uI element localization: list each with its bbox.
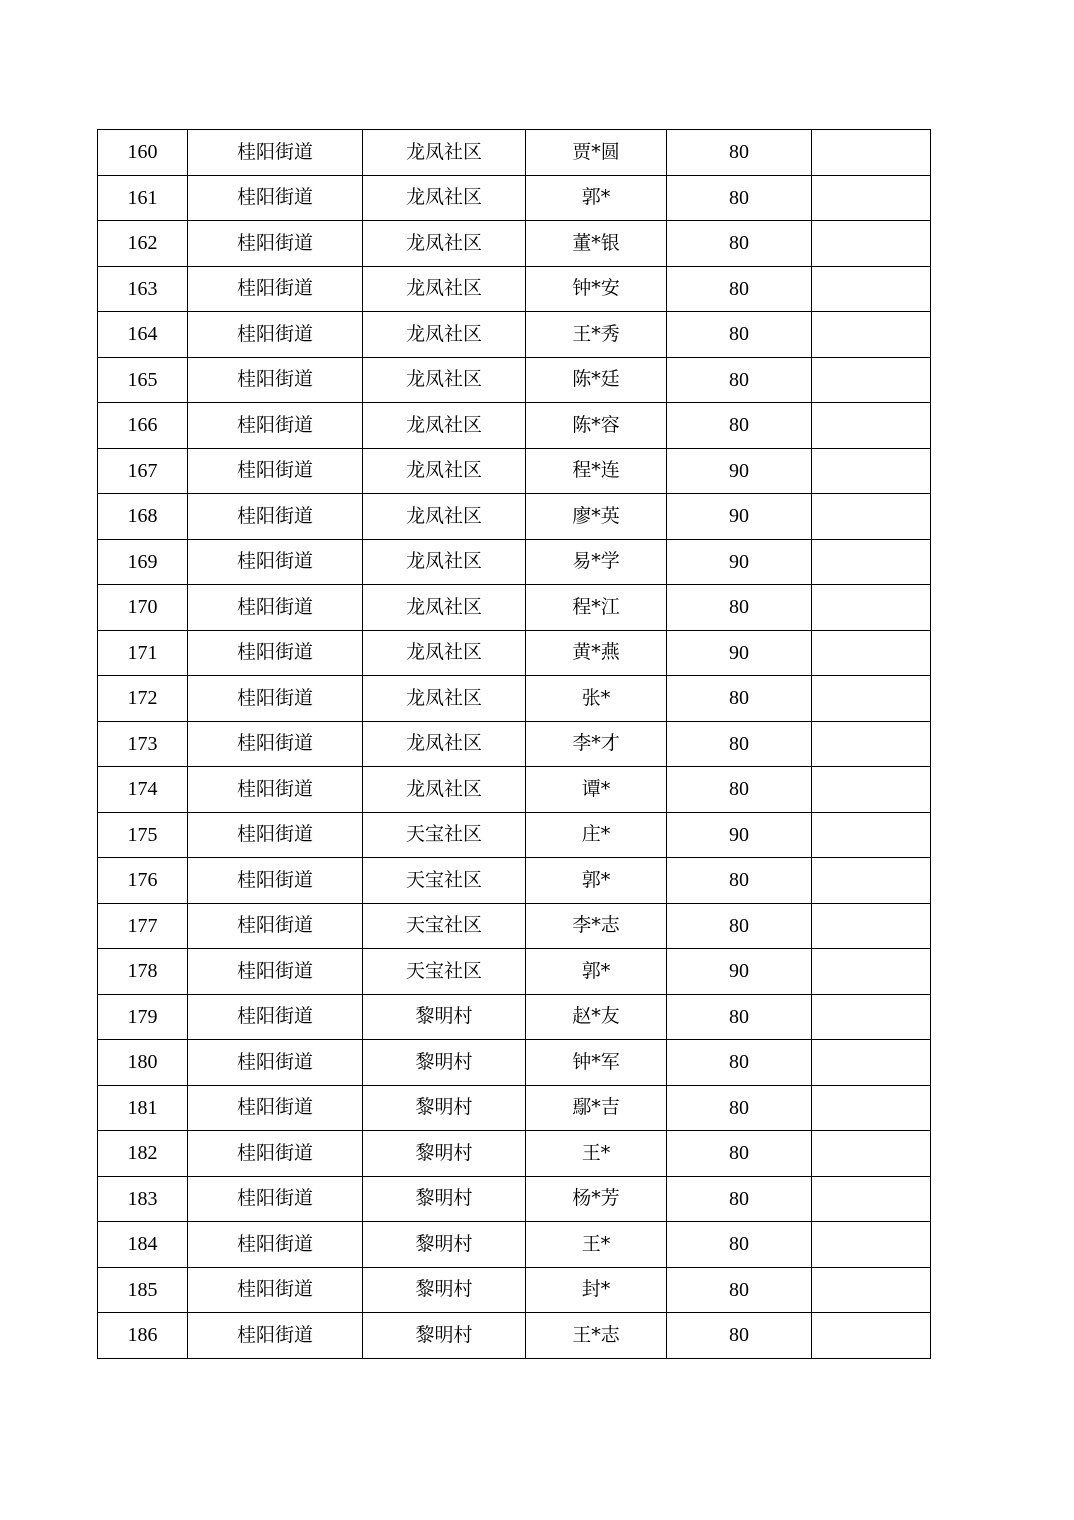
cell-community: 龙凤社区: [363, 130, 526, 176]
cell-community: 天宝社区: [363, 858, 526, 904]
cell-remark: [812, 266, 931, 312]
table-row: [98, 903, 931, 949]
cell-score: 80: [667, 767, 812, 813]
cell-street: 桂阳街道: [188, 630, 363, 676]
cell-serial-number: 176: [98, 858, 188, 904]
table-body: [98, 130, 931, 1359]
cell-remark: [812, 994, 931, 1040]
cell-score: 80: [667, 266, 812, 312]
cell-person-name: 郭*: [526, 858, 667, 904]
cell-score: 90: [667, 494, 812, 540]
cell-street: 桂阳街道: [188, 539, 363, 585]
cell-community: 龙凤社区: [363, 312, 526, 358]
cell-serial-number: 174: [98, 767, 188, 813]
cell-serial-number: 167: [98, 448, 188, 494]
cell-remark: [812, 221, 931, 267]
cell-community: 黎明村: [363, 1176, 526, 1222]
cell-street: 桂阳街道: [188, 858, 363, 904]
cell-remark: [812, 903, 931, 949]
cell-serial-number: 161: [98, 175, 188, 221]
cell-remark: [812, 1131, 931, 1177]
cell-street: 桂阳街道: [188, 175, 363, 221]
cell-remark: [812, 721, 931, 767]
cell-remark: [812, 1267, 931, 1313]
cell-serial-number: 181: [98, 1085, 188, 1131]
cell-person-name: 董*银: [526, 221, 667, 267]
cell-street: 桂阳街道: [188, 676, 363, 722]
cell-person-name: 张*: [526, 676, 667, 722]
cell-serial-number: 180: [98, 1040, 188, 1086]
cell-community: 龙凤社区: [363, 630, 526, 676]
cell-person-name: 钟*安: [526, 266, 667, 312]
cell-street: 桂阳街道: [188, 721, 363, 767]
table-row: [98, 1085, 931, 1131]
cell-remark: [812, 1176, 931, 1222]
cell-person-name: 陈*容: [526, 403, 667, 449]
cell-street: 桂阳街道: [188, 357, 363, 403]
cell-person-name: 贾*圆: [526, 130, 667, 176]
cell-street: 桂阳街道: [188, 1313, 363, 1359]
cell-score: 80: [667, 1313, 812, 1359]
cell-remark: [812, 312, 931, 358]
table-row: [98, 403, 931, 449]
cell-serial-number: 178: [98, 949, 188, 995]
table-row: [98, 175, 931, 221]
table-row: [98, 767, 931, 813]
cell-score: 80: [667, 1176, 812, 1222]
table-row: [98, 130, 931, 176]
cell-street: 桂阳街道: [188, 1222, 363, 1268]
cell-score: 80: [667, 994, 812, 1040]
cell-person-name: 黄*燕: [526, 630, 667, 676]
cell-person-name: 庄*: [526, 812, 667, 858]
table-row: [98, 949, 931, 995]
cell-person-name: 程*连: [526, 448, 667, 494]
cell-person-name: 谭*: [526, 767, 667, 813]
cell-community: 龙凤社区: [363, 585, 526, 631]
cell-serial-number: 169: [98, 539, 188, 585]
cell-community: 龙凤社区: [363, 676, 526, 722]
cell-street: 桂阳街道: [188, 994, 363, 1040]
cell-community: 黎明村: [363, 1313, 526, 1359]
cell-community: 龙凤社区: [363, 221, 526, 267]
cell-remark: [812, 357, 931, 403]
table-row: [98, 312, 931, 358]
table-row: [98, 630, 931, 676]
cell-community: 黎明村: [363, 1267, 526, 1313]
cell-community: 龙凤社区: [363, 539, 526, 585]
cell-person-name: 王*志: [526, 1313, 667, 1359]
cell-person-name: 易*学: [526, 539, 667, 585]
cell-serial-number: 186: [98, 1313, 188, 1359]
cell-community: 天宝社区: [363, 812, 526, 858]
cell-remark: [812, 767, 931, 813]
cell-person-name: 李*才: [526, 721, 667, 767]
cell-score: 80: [667, 312, 812, 358]
cell-street: 桂阳街道: [188, 767, 363, 813]
data-table: [97, 129, 931, 1359]
table-row: [98, 676, 931, 722]
cell-person-name: 赵*友: [526, 994, 667, 1040]
cell-community: 龙凤社区: [363, 767, 526, 813]
cell-community: 黎明村: [363, 994, 526, 1040]
cell-serial-number: 163: [98, 266, 188, 312]
table-row: [98, 812, 931, 858]
cell-street: 桂阳街道: [188, 266, 363, 312]
cell-community: 黎明村: [363, 1222, 526, 1268]
cell-person-name: 封*: [526, 1267, 667, 1313]
cell-community: 龙凤社区: [363, 494, 526, 540]
cell-community: 黎明村: [363, 1040, 526, 1086]
cell-person-name: 王*秀: [526, 312, 667, 358]
cell-person-name: 杨*芳: [526, 1176, 667, 1222]
cell-community: 天宝社区: [363, 903, 526, 949]
cell-street: 桂阳街道: [188, 949, 363, 995]
table-row: [98, 994, 931, 1040]
cell-community: 天宝社区: [363, 949, 526, 995]
cell-serial-number: 162: [98, 221, 188, 267]
table-row: [98, 1313, 931, 1359]
cell-community: 龙凤社区: [363, 175, 526, 221]
cell-street: 桂阳街道: [188, 1131, 363, 1177]
cell-serial-number: 172: [98, 676, 188, 722]
cell-remark: [812, 1222, 931, 1268]
cell-street: 桂阳街道: [188, 812, 363, 858]
cell-remark: [812, 676, 931, 722]
cell-score: 90: [667, 448, 812, 494]
table-row: [98, 1176, 931, 1222]
cell-score: 80: [667, 175, 812, 221]
table-row: [98, 266, 931, 312]
cell-score: 90: [667, 630, 812, 676]
cell-serial-number: 164: [98, 312, 188, 358]
cell-remark: [812, 494, 931, 540]
cell-serial-number: 170: [98, 585, 188, 631]
cell-serial-number: 171: [98, 630, 188, 676]
table-row: [98, 494, 931, 540]
cell-serial-number: 183: [98, 1176, 188, 1222]
cell-community: 龙凤社区: [363, 721, 526, 767]
cell-serial-number: 160: [98, 130, 188, 176]
cell-remark: [812, 403, 931, 449]
cell-street: 桂阳街道: [188, 448, 363, 494]
table-row: [98, 448, 931, 494]
cell-serial-number: 177: [98, 903, 188, 949]
table-row: [98, 858, 931, 904]
cell-person-name: 王*: [526, 1131, 667, 1177]
cell-street: 桂阳街道: [188, 585, 363, 631]
cell-remark: [812, 630, 931, 676]
cell-remark: [812, 585, 931, 631]
cell-person-name: 程*江: [526, 585, 667, 631]
table-row: [98, 585, 931, 631]
cell-remark: [812, 175, 931, 221]
cell-community: 龙凤社区: [363, 403, 526, 449]
table-row: [98, 221, 931, 267]
table-row: [98, 539, 931, 585]
cell-remark: [812, 539, 931, 585]
cell-serial-number: 184: [98, 1222, 188, 1268]
cell-score: 80: [667, 903, 812, 949]
table-row: [98, 1267, 931, 1313]
cell-remark: [812, 949, 931, 995]
table-row: [98, 1040, 931, 1086]
cell-person-name: 陈*廷: [526, 357, 667, 403]
cell-community: 龙凤社区: [363, 357, 526, 403]
cell-street: 桂阳街道: [188, 403, 363, 449]
cell-person-name: 钟*军: [526, 1040, 667, 1086]
table-row: [98, 721, 931, 767]
cell-score: 80: [667, 1131, 812, 1177]
cell-street: 桂阳街道: [188, 1267, 363, 1313]
cell-remark: [812, 448, 931, 494]
cell-score: 80: [667, 585, 812, 631]
cell-serial-number: 168: [98, 494, 188, 540]
cell-street: 桂阳街道: [188, 494, 363, 540]
cell-score: 80: [667, 721, 812, 767]
cell-score: 80: [667, 1040, 812, 1086]
cell-score: 90: [667, 949, 812, 995]
cell-street: 桂阳街道: [188, 1040, 363, 1086]
cell-street: 桂阳街道: [188, 903, 363, 949]
cell-score: 90: [667, 812, 812, 858]
cell-street: 桂阳街道: [188, 312, 363, 358]
cell-community: 龙凤社区: [363, 266, 526, 312]
cell-person-name: 廖*英: [526, 494, 667, 540]
cell-score: 80: [667, 676, 812, 722]
cell-serial-number: 165: [98, 357, 188, 403]
cell-remark: [812, 1313, 931, 1359]
cell-serial-number: 175: [98, 812, 188, 858]
cell-score: 80: [667, 1222, 812, 1268]
table-row: [98, 357, 931, 403]
cell-remark: [812, 812, 931, 858]
table-row: [98, 1131, 931, 1177]
cell-score: 80: [667, 1267, 812, 1313]
cell-community: 龙凤社区: [363, 448, 526, 494]
cell-remark: [812, 1040, 931, 1086]
cell-score: 80: [667, 858, 812, 904]
cell-person-name: 李*志: [526, 903, 667, 949]
cell-person-name: 郭*: [526, 175, 667, 221]
table-row: [98, 1222, 931, 1268]
cell-score: 80: [667, 1085, 812, 1131]
cell-community: 黎明村: [363, 1131, 526, 1177]
cell-score: 80: [667, 403, 812, 449]
cell-score: 80: [667, 130, 812, 176]
cell-score: 80: [667, 357, 812, 403]
cell-remark: [812, 858, 931, 904]
cell-street: 桂阳街道: [188, 221, 363, 267]
cell-score: 90: [667, 539, 812, 585]
cell-street: 桂阳街道: [188, 1085, 363, 1131]
cell-serial-number: 173: [98, 721, 188, 767]
cell-remark: [812, 1085, 931, 1131]
cell-serial-number: 182: [98, 1131, 188, 1177]
cell-remark: [812, 130, 931, 176]
cell-person-name: 鄢*吉: [526, 1085, 667, 1131]
cell-serial-number: 185: [98, 1267, 188, 1313]
cell-serial-number: 179: [98, 994, 188, 1040]
cell-person-name: 王*: [526, 1222, 667, 1268]
cell-street: 桂阳街道: [188, 130, 363, 176]
cell-street: 桂阳街道: [188, 1176, 363, 1222]
cell-serial-number: 166: [98, 403, 188, 449]
cell-score: 80: [667, 221, 812, 267]
cell-person-name: 郭*: [526, 949, 667, 995]
cell-community: 黎明村: [363, 1085, 526, 1131]
